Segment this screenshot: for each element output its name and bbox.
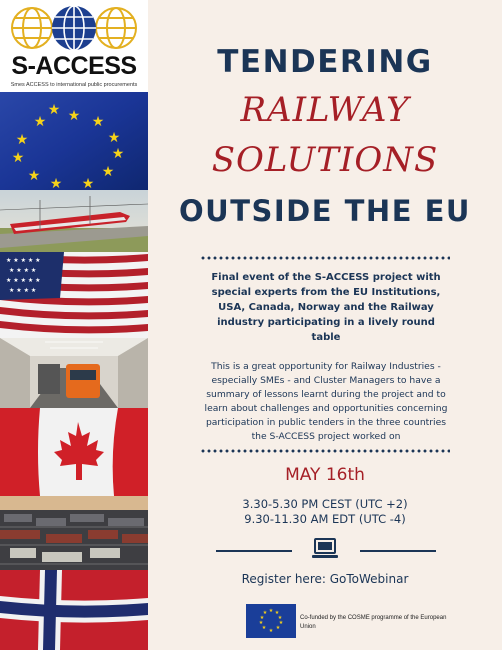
canada-flag-panel (0, 408, 148, 496)
divider-left (216, 550, 292, 552)
norway-flag-panel (0, 570, 148, 650)
logo-tagline: Smes ACCESS to international public procurements (10, 82, 138, 88)
title-line-4: OUTSIDE THE EU (179, 194, 471, 228)
svg-text:★: ★ (47, 102, 61, 118)
svg-text:★: ★ (268, 628, 274, 634)
svg-text:★: ★ (275, 625, 281, 631)
title-line-2: RAILWAY (240, 90, 410, 130)
svg-text:★: ★ (81, 176, 95, 190)
subway-station-panel (0, 338, 148, 408)
svg-text:★: ★ (277, 615, 283, 621)
rail-yard-panel (0, 496, 148, 570)
logo-wordmark: S-ACCESS (11, 52, 137, 80)
globes-icon (10, 4, 138, 54)
cofunding-note: Co-funded by the COSME programme of the European Union (300, 615, 447, 630)
svg-text:★ ★ ★ ★: ★ ★ ★ ★ (9, 267, 37, 274)
usa-flag-panel (0, 252, 148, 338)
svg-text:★: ★ (261, 625, 267, 631)
svg-text:★: ★ (262, 610, 268, 616)
high-speed-train-panel (0, 190, 148, 252)
content-column (148, 0, 502, 650)
svg-text:★: ★ (49, 176, 63, 190)
svg-text:★: ★ (259, 615, 265, 621)
svg-text:★: ★ (278, 620, 284, 626)
eu-flag-panel (0, 92, 148, 190)
event-description: This is a great opportunity for Railway Industries - especially SMEs - and Cluster Managers to have a summary of lessons learnt during the project and to learn about challenges and opportunities concerning participation in public tenders in the three countries the S-ACCESS project worked on (204, 361, 448, 442)
svg-text:★: ★ (91, 114, 105, 130)
laptop-icon (312, 537, 338, 561)
title-line-1: TENDERING (217, 44, 433, 80)
event-subheading: Final event of the S-ACCESS project with special experts from the EU Institutions, USA, Canada, Norway and the Railway industry participating in a lively round table (211, 272, 441, 343)
svg-text:★: ★ (15, 132, 29, 148)
svg-text:★: ★ (274, 610, 280, 616)
dotted-divider-top (200, 256, 450, 260)
svg-text:★: ★ (258, 620, 264, 626)
svg-text:★: ★ (33, 114, 47, 130)
dotted-divider-bottom (200, 449, 450, 453)
image-column (0, 0, 148, 650)
svg-text:★: ★ (111, 146, 125, 162)
svg-text:★: ★ (107, 130, 121, 146)
svg-text:★: ★ (101, 164, 115, 180)
divider-right (360, 550, 436, 552)
svg-text:★: ★ (27, 168, 41, 184)
s-access-logo (0, 0, 148, 92)
svg-text:★: ★ (11, 150, 25, 166)
svg-text:★: ★ (268, 608, 274, 614)
svg-text:★ ★ ★ ★ ★: ★ ★ ★ ★ ★ (6, 277, 41, 284)
svg-text:★ ★ ★ ★ ★: ★ ★ ★ ★ ★ (6, 257, 41, 264)
event-time-cest: 3.30-5.30 PM CEST (UTC +2) (242, 497, 408, 511)
title-line-3: SOLUTIONS (211, 140, 439, 180)
event-date: MAY 16th (285, 465, 365, 485)
svg-text:★ ★ ★ ★: ★ ★ ★ ★ (9, 287, 37, 294)
svg-text:★: ★ (67, 108, 81, 124)
eu-emblem (246, 604, 296, 638)
event-time-edt: 9.30-11.30 AM EDT (UTC -4) (244, 512, 406, 526)
register-link[interactable]: Register here: GoToWebinar (241, 572, 409, 586)
